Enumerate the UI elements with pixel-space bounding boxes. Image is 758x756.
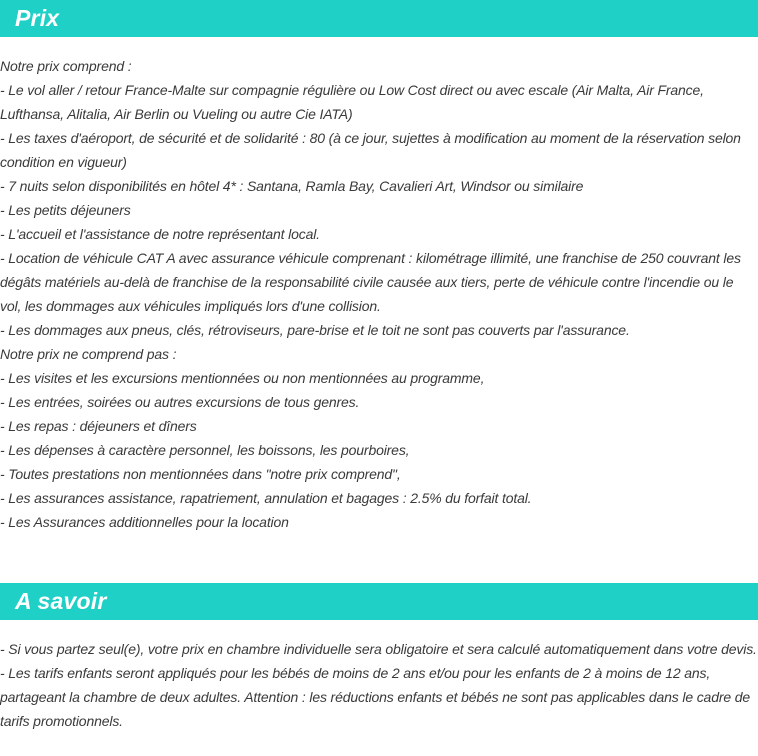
savoir-section-header bbox=[0, 583, 758, 620]
prix-line: - Les repas : déjeuners et dîners bbox=[0, 418, 197, 434]
prix-line: - Toutes prestations non mentionnées dans "notre prix comprend", bbox=[0, 466, 401, 482]
prix-line: - Les dépenses à caractère personnel, les boissons, les pourboires, bbox=[0, 442, 410, 458]
prix-section-header bbox=[0, 0, 758, 37]
prix-section-body bbox=[0, 54, 758, 534]
prix-line: - Location de véhicule CAT A avec assurance véhicule comprenant : kilométrage illimité, une franchise de 250 couvrant les dégâts matériels au-delà de franchise de la responsabilité civile causée aux tiers, perte de véhicule contre l'incendie ou le vol, les dommages aux véhicules impliqués lors d'une collision. bbox=[0, 250, 741, 314]
prix-line: - Les taxes d'aéroport, de sécurité et de solidarité : 80 (à ce jour, sujettes à modification au moment de la réservation selon condition en vigueur) bbox=[0, 130, 741, 170]
prix-line: - L'accueil et l'assistance de notre représentant local. bbox=[0, 226, 320, 242]
prix-line: - Les dommages aux pneus, clés, rétroviseurs, pare-brise et le toit ne sont pas couverts par l'assurance. bbox=[0, 322, 630, 338]
savoir-section-title: A savoir bbox=[15, 588, 107, 614]
prix-line: - 7 nuits selon disponibilités en hôtel 4* : Santana, Ramla Bay, Cavalieri Art, Windsor ou similaire bbox=[0, 178, 584, 194]
prix-section-title: Prix bbox=[15, 5, 60, 31]
savoir-line: - Si vous partez seul(e), votre prix en chambre individuelle sera obligatoire et sera calculé automatiquement dans votre devis. bbox=[0, 641, 757, 657]
savoir-section-body bbox=[0, 637, 758, 733]
prix-line: - Les visites et les excursions mentionnées ou non mentionnées au programme, bbox=[0, 370, 485, 386]
prix-line: Notre prix ne comprend pas : bbox=[0, 346, 177, 362]
prix-line: - Les Assurances additionnelles pour la location bbox=[0, 514, 289, 530]
prix-line: - Les petits déjeuners bbox=[0, 202, 131, 218]
prix-line: - Les entrées, soirées ou autres excursions de tous genres. bbox=[0, 394, 360, 410]
prix-line: - Les assurances assistance, rapatriement, annulation et bagages : 2.5% du forfait total. bbox=[0, 490, 532, 506]
savoir-line: - Les tarifs enfants seront appliqués pour les bébés de moins de 2 ans et/ou pour les enfants de 2 à moins de 12 ans, partageant la chambre de deux adultes. Attention : les réductions enfants et bébés ne sont pas applicables dans le cadre de tarifs promotionnels. bbox=[0, 665, 750, 729]
prix-line: - Le vol aller / retour France-Malte sur compagnie régulière ou Low Cost direct ou avec escale (Air Malta, Air France, Lufthansa, Alitalia, Air Berlin ou Vueling ou autre Cie IATA) bbox=[0, 82, 704, 122]
prix-line: Notre prix comprend : bbox=[0, 58, 132, 74]
